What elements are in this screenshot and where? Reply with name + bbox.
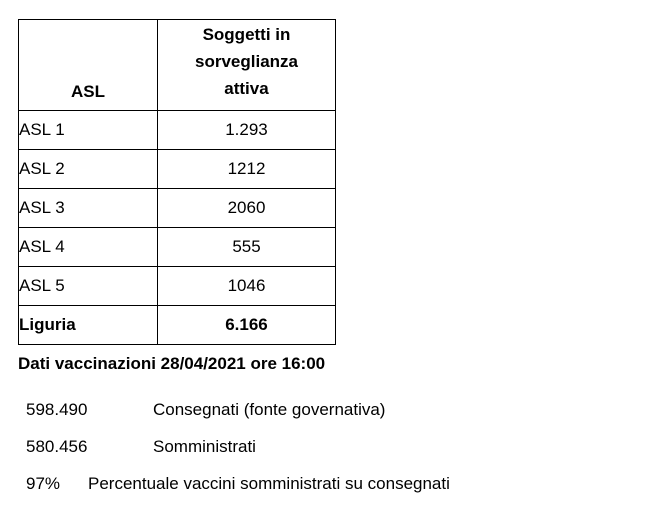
asl-name-cell: ASL 3 [19, 189, 158, 228]
asl-name-cell: ASL 5 [19, 267, 158, 306]
vaccination-item-administered [26, 437, 256, 457]
asl-value-cell: 1212 [158, 150, 336, 189]
vaccination-item-percentage [26, 474, 450, 494]
asl-value-cell: 2060 [158, 189, 336, 228]
vaccination-item-delivered [26, 400, 385, 420]
vaccination-value: 598.490 [26, 400, 88, 419]
asl-name-cell: ASL 4 [19, 228, 158, 267]
header-soggetti-line3: attiva [224, 79, 269, 98]
table-row [19, 189, 336, 228]
table-row [19, 150, 336, 189]
vaccination-label: Consegnati (fonte governativa) [153, 400, 386, 419]
vaccination-label: Percentuale vaccini somministrati su consegnati [88, 474, 450, 493]
table-row [19, 111, 336, 150]
vaccination-value: 97% [26, 474, 61, 493]
asl-surveillance-table [18, 19, 336, 345]
header-soggetti-line2: sorveglianza [195, 52, 298, 71]
table-total-row [19, 306, 336, 345]
asl-name-cell: ASL 1 [19, 111, 158, 150]
table-row [19, 267, 336, 306]
header-soggetti [158, 20, 336, 111]
total-name-cell: Liguria [19, 306, 158, 345]
total-value-cell: 6.166 [158, 306, 336, 345]
vaccination-title: Dati vaccinazioni 28/04/2021 ore 16:00 [18, 354, 326, 373]
asl-value-cell: 1.293 [158, 111, 336, 150]
asl-name-cell: ASL 2 [19, 150, 158, 189]
asl-value-cell: 555 [158, 228, 336, 267]
asl-value-cell: 1046 [158, 267, 336, 306]
header-soggetti-line1: Soggetti in [202, 25, 291, 44]
vaccination-value: 580.456 [26, 437, 88, 456]
header-asl: ASL [19, 20, 158, 111]
vaccination-label: Somministrati [153, 437, 256, 456]
table-row [19, 228, 336, 267]
table-header-row [19, 20, 336, 111]
